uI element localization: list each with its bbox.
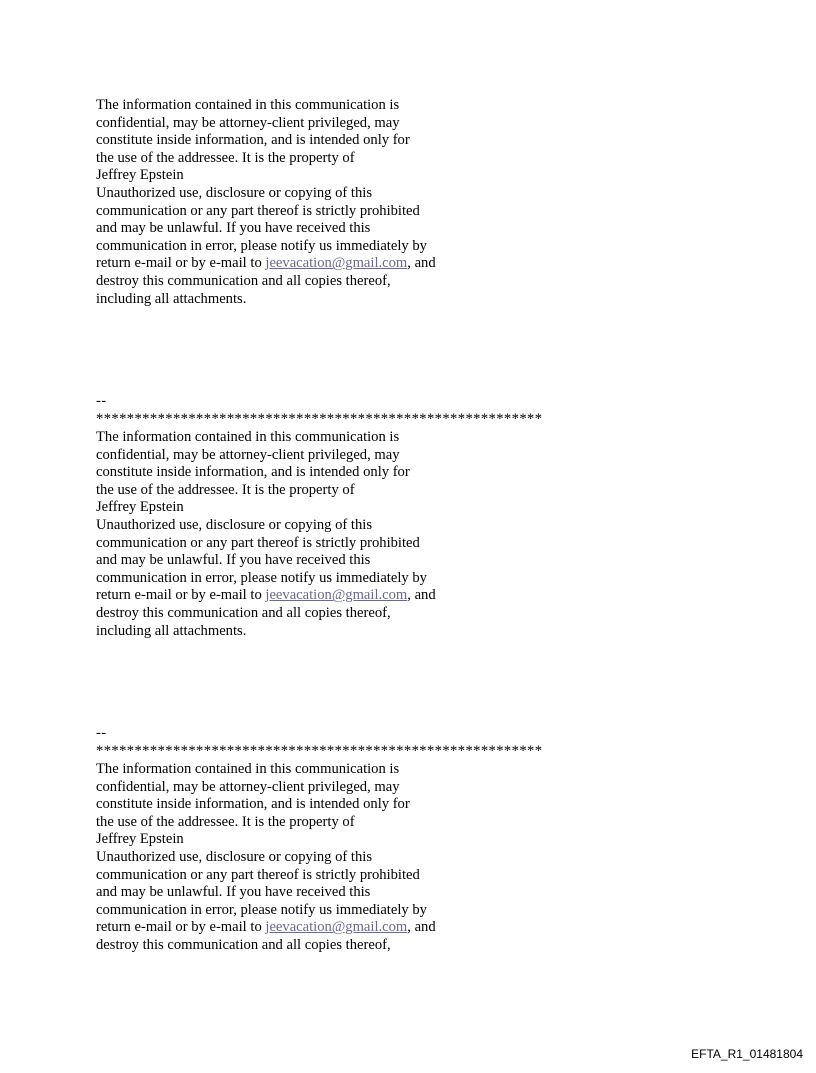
- disclaimer-line: communication or any part thereof is strictly prohibited: [96, 202, 420, 219]
- email-link[interactable]: jeevacation@gmail.com: [265, 255, 408, 272]
- disclaimer-line: The information contained in this communication is: [96, 97, 400, 113]
- disclaimer-line: destroy this communication and all copies thereof,: [96, 272, 391, 289]
- disclaimer-block-1: [96, 97, 616, 308]
- disclaimer-line: confidential, may be attorney-client privileged, may: [96, 114, 400, 131]
- disclaimer-line: the use of the addressee. It is the property of: [96, 813, 355, 830]
- disclaimer-line: the use of the addressee. It is the property of: [96, 481, 355, 498]
- email-suffix: , and: [407, 255, 436, 272]
- separator-stars: **********************************************************: [96, 742, 543, 759]
- owner-name: Jeffrey Epstein: [96, 499, 184, 516]
- disclaimer-line: and may be unlawful. If you have received this: [96, 220, 371, 237]
- email-prefix: return e-mail or by e-mail to: [96, 919, 266, 936]
- disclaimer-block-2: [96, 429, 616, 640]
- owner-name: Jeffrey Epstein: [96, 831, 184, 848]
- email-link[interactable]: jeevacation@gmail.com: [265, 587, 408, 604]
- owner-name: Jeffrey Epstein: [96, 167, 184, 184]
- disclaimer-line: The information contained in this communication is: [96, 429, 400, 445]
- separator-dashes: --: [96, 725, 107, 741]
- disclaimer-line: including all attachments.: [96, 290, 247, 307]
- disclaimer-line: confidential, may be attorney-client privileged, may: [96, 778, 400, 795]
- separator-dashes: --: [96, 393, 107, 409]
- disclaimer-line: the use of the addressee. It is the property of: [96, 149, 355, 166]
- disclaimer-email-line: [96, 919, 616, 937]
- disclaimer-line: communication or any part thereof is strictly prohibited: [96, 866, 420, 883]
- disclaimer-line: The information contained in this communication is: [96, 761, 400, 777]
- disclaimer-line: including all attachments.: [96, 622, 247, 639]
- email-suffix: , and: [407, 919, 436, 936]
- email-prefix: return e-mail or by e-mail to: [96, 255, 266, 272]
- disclaimer-line: communication in error, please notify us immediately by: [96, 901, 427, 918]
- disclaimer-line: Unauthorized use, disclosure or copying of this: [96, 848, 373, 865]
- disclaimer-line: Unauthorized use, disclosure or copying of this: [96, 184, 373, 201]
- email-link[interactable]: jeevacation@gmail.com: [265, 919, 408, 936]
- disclaimer-line: confidential, may be attorney-client privileged, may: [96, 446, 400, 463]
- disclaimer-line: communication or any part thereof is strictly prohibited: [96, 534, 420, 551]
- disclaimer-line: constitute inside information, and is intended only for: [96, 796, 410, 813]
- disclaimer-line: destroy this communication and all copies thereof,: [96, 604, 391, 621]
- disclaimer-line: Unauthorized use, disclosure or copying of this: [96, 516, 373, 533]
- disclaimer-line: constitute inside information, and is intended only for: [96, 132, 410, 149]
- disclaimer-line: and may be unlawful. If you have received this: [96, 884, 371, 901]
- separator-stars: **********************************************************: [96, 410, 543, 427]
- disclaimer-email-line: [96, 587, 616, 605]
- email-prefix: return e-mail or by e-mail to: [96, 587, 266, 604]
- disclaimer-line: and may be unlawful. If you have received this: [96, 552, 371, 569]
- disclaimer-line: communication in error, please notify us immediately by: [96, 237, 427, 254]
- disclaimer-block-3: [96, 761, 616, 955]
- document-id: EFTA_R1_01481804: [691, 1047, 803, 1061]
- separator-2: [96, 725, 616, 760]
- separator-1: [96, 393, 616, 428]
- disclaimer-email-line: [96, 255, 616, 273]
- disclaimer-line: destroy this communication and all copies thereof,: [96, 936, 391, 953]
- email-suffix: , and: [407, 587, 436, 604]
- disclaimer-line: constitute inside information, and is intended only for: [96, 464, 410, 481]
- disclaimer-line: communication in error, please notify us immediately by: [96, 569, 427, 586]
